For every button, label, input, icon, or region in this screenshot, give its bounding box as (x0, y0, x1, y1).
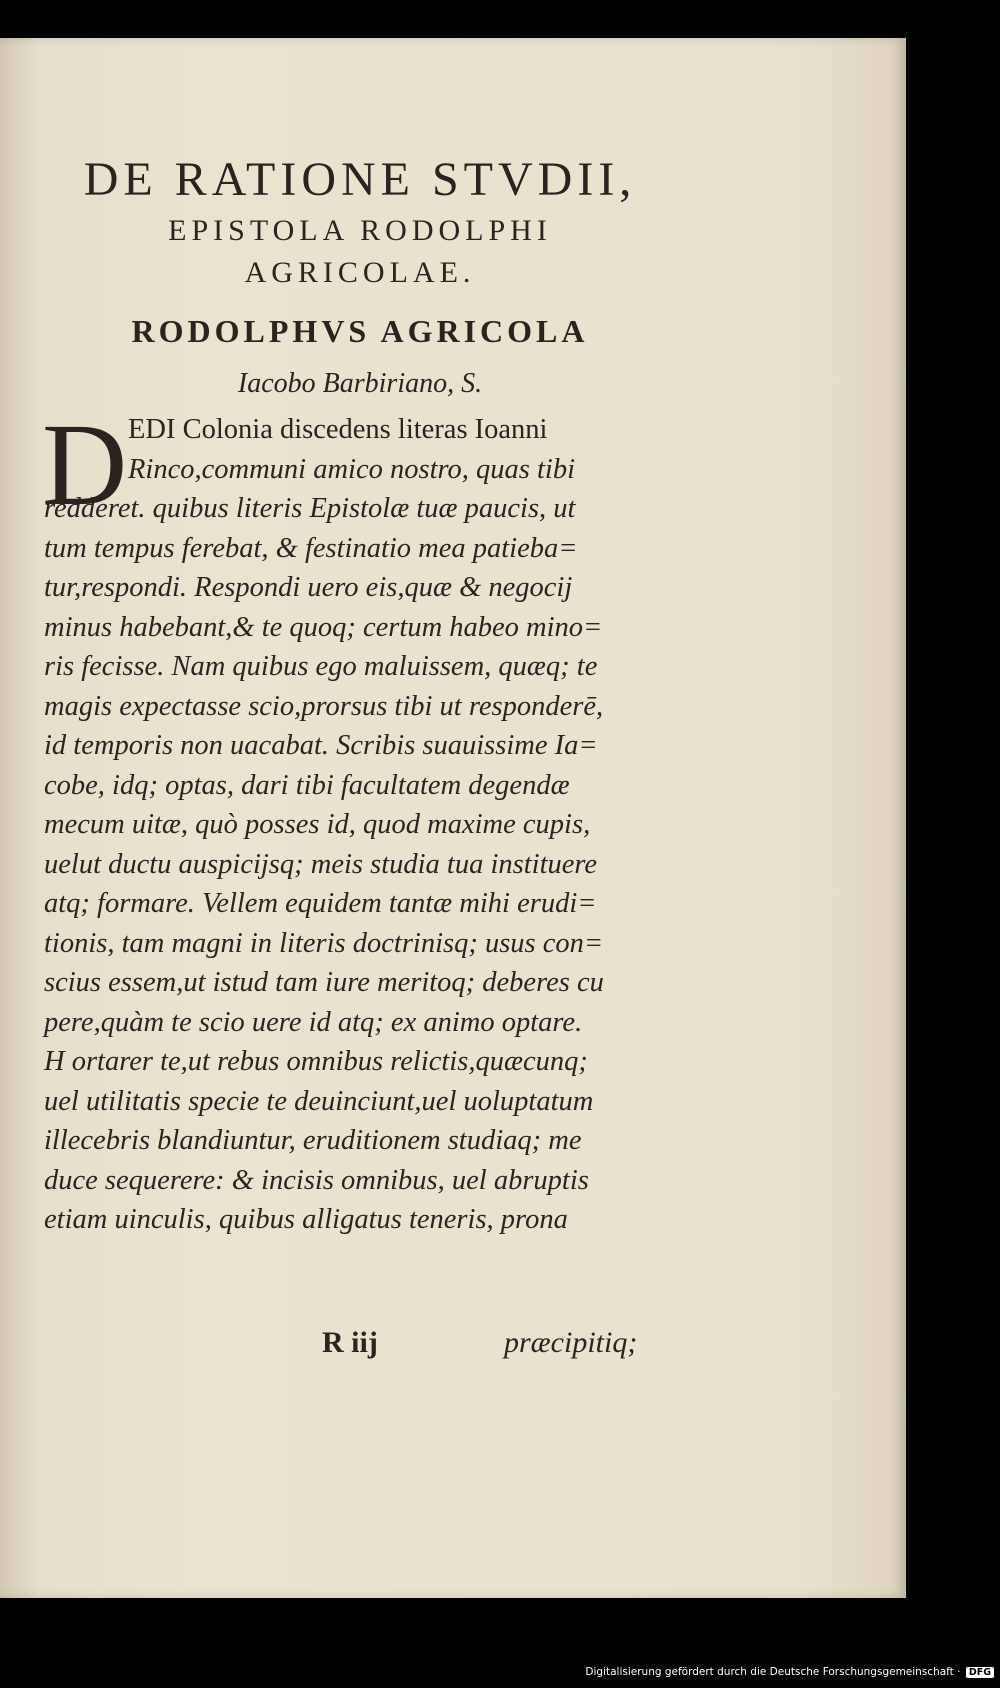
drop-cap-initial: D (42, 399, 128, 530)
body-line: id temporis non uacabat. Scribis suauissime Ia= (44, 730, 598, 761)
body-line: tionis, tam magni in literis doctrinisq; usus con= (44, 927, 604, 959)
title-line-4: RODOLPHVS AGRICOLA (131, 313, 589, 349)
body-line: uel utilitatis specie te deuinciunt,uel uoluptatum (44, 1085, 594, 1117)
catchword: præcipitiq; (504, 1326, 638, 1359)
body-line: minus habebant,& te quoq; certum habeo mino= (44, 611, 603, 643)
body-line: magis expectasse scio,prorsus tibi ut responderē, (44, 690, 604, 722)
body-line: etiam uinculis, quibus alligatus teneris, prona (44, 1204, 568, 1235)
title-line-2: EPISTOLA RODOLPHI (168, 214, 552, 247)
body-line: scius essem,ut istud tam iure meritoq; deberes cu (44, 967, 604, 998)
body-line: ris fecisse. Nam quibus ego maluissem, quæq; te (44, 651, 598, 682)
body-line: EDI Colonia discedens literas Ioanni (128, 414, 548, 445)
body-line: tur,respondi. Respondi uero eis,quæ & negocij (44, 572, 573, 603)
body-line: cobe, idq; optas, dari tibi facultatem degendæ (44, 769, 570, 801)
title-line-5: Iacobo Barbiriano, S. (237, 368, 483, 399)
body-line: H ortarer te,ut rebus omnibus relictis,quæcunq; (44, 1046, 588, 1077)
body-line: duce sequerere: & incisis omnibus, uel abruptis (44, 1164, 589, 1196)
body-line: illecebris blandiuntur, eruditionem studiaq; me (44, 1125, 582, 1156)
body-line: redderet. quibus literis Epistolæ tuæ paucis, ut (44, 493, 576, 524)
body-line: tum tempus ferebat, & festinatio mea patieba= (44, 532, 578, 564)
body-line: atq; formare. Vellem equidem tantæ mihi erudi= (44, 888, 597, 919)
digitization-credit (585, 1666, 994, 1678)
body-line: mecum uitæ, quò posses id, quod maxime cupis, (44, 809, 591, 840)
title-line-1: DE RATIONE STVDII, (83, 153, 637, 206)
title-line-3: AGRICOLAE. (244, 256, 476, 289)
book-page (0, 38, 906, 1598)
dfg-logo: DFG (966, 1667, 994, 1678)
signature-mark: R iij (322, 1326, 378, 1359)
body-line: pere,quàm te scio uere id atq; ex animo optare. (44, 1006, 583, 1038)
body-line: Rinco,communi amico nostro, quas tibi (128, 453, 575, 485)
credit-text: Digitalisierung gefördert durch die Deutsche Forschungsgemeinschaft · (585, 1666, 961, 1678)
body-line: uelut ductu auspicijsq; meis studia tua instituere (44, 848, 598, 880)
